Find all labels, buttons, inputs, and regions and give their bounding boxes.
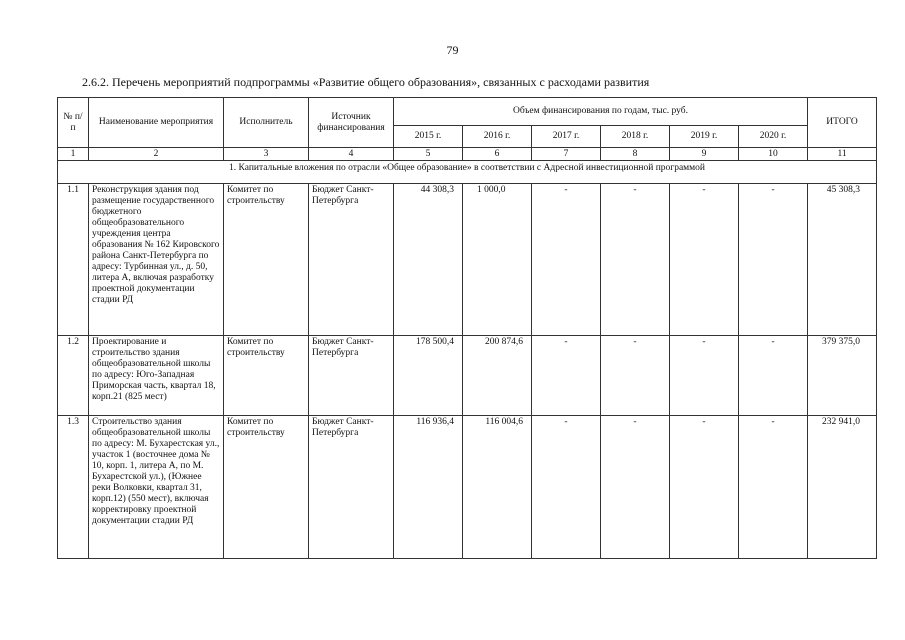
- column-number: 4: [309, 148, 394, 161]
- section-title: 1. Капитальные вложения по отрасли «Общее образование» в соответствии с Адресной инвестиционной программой: [58, 161, 877, 184]
- header-num: № п/п: [58, 98, 89, 148]
- row-2015: 44 308,3: [394, 184, 463, 336]
- row-executor: Комитет по строительству: [224, 336, 309, 416]
- column-number: 7: [532, 148, 601, 161]
- row-2017: -: [532, 416, 601, 559]
- header-executor: Исполнитель: [224, 98, 309, 148]
- row-executor: Комитет по строительству: [224, 184, 309, 336]
- row-2018: -: [601, 416, 670, 559]
- table-row: [58, 336, 877, 416]
- section-heading: 2.6.2. Перечень мероприятий подпрограммы «Развитие общего образования», связанных с расходами развития: [82, 75, 650, 89]
- row-2019: -: [670, 184, 739, 336]
- row-total: 379 375,0: [808, 336, 877, 416]
- column-number: 10: [739, 148, 808, 161]
- header-total: ИТОГО: [808, 98, 877, 148]
- column-number: 2: [89, 148, 224, 161]
- row-2018: -: [601, 336, 670, 416]
- column-number: 3: [224, 148, 309, 161]
- header-year-2016: 2016 г.: [463, 126, 532, 148]
- header-year-2017: 2017 г.: [532, 126, 601, 148]
- row-total: 232 941,0: [808, 416, 877, 559]
- row-2017: -: [532, 336, 601, 416]
- column-number-row: [58, 148, 877, 161]
- header-year-2020: 2020 г.: [739, 126, 808, 148]
- row-2016: 200 874,6: [463, 336, 532, 416]
- header-year-2015: 2015 г.: [394, 126, 463, 148]
- row-2020: -: [739, 416, 808, 559]
- row-2019: -: [670, 416, 739, 559]
- row-2018: -: [601, 184, 670, 336]
- row-source: Бюджет Санкт-Петербурга: [309, 336, 394, 416]
- row-2017: -: [532, 184, 601, 336]
- row-2016: 1 000,0: [463, 184, 532, 336]
- header-year-2018: 2018 г.: [601, 126, 670, 148]
- financing-table: [57, 97, 877, 559]
- column-number: 8: [601, 148, 670, 161]
- row-num: 1.1: [58, 184, 89, 336]
- row-executor: Комитет по строительству: [224, 416, 309, 559]
- header-year-2019: 2019 г.: [670, 126, 739, 148]
- row-2015: 116 936,4: [394, 416, 463, 559]
- row-name: Проектирование и строительство здания общеобразовательной школы по адресу: Юго-Западная Приморская часть, квартал 18, корп.21 (825 мест): [89, 336, 224, 416]
- row-name: Реконструкция здания под размещение государственного бюджетного общеобразовательного учреждения центра образования № 162 Кировского района Санкт-Петербурга по адресу: Турбинная ул., д. 50, литера А, включая разработку проектной документации стадии РД: [89, 184, 224, 336]
- row-2020: -: [739, 184, 808, 336]
- column-number: 6: [463, 148, 532, 161]
- row-name: Строительство здания общеобразовательной школы по адресу: М. Бухарестская ул., участок 1 (восточнее дома № 10, корп. 1, литера А, по М. Бухарестской ул.), (Южнее реки Волковки, квартал 31, корп.12) (550 мест), включая корректировку проектной документации стадии РД: [89, 416, 224, 559]
- table-row: [58, 184, 877, 336]
- row-num: 1.2: [58, 336, 89, 416]
- header-source: Источник финансирования: [309, 98, 394, 148]
- row-2020: -: [739, 336, 808, 416]
- row-source: Бюджет Санкт-Петербурга: [309, 416, 394, 559]
- table-row: [58, 416, 877, 559]
- row-source: Бюджет Санкт-Петербурга: [309, 184, 394, 336]
- column-number: 1: [58, 148, 89, 161]
- column-number: 5: [394, 148, 463, 161]
- row-total: 45 308,3: [808, 184, 877, 336]
- header-volume: Объем финансирования по годам, тыс. руб.: [394, 98, 808, 126]
- row-2016: 116 004,6: [463, 416, 532, 559]
- header-name: Наименование мероприятия: [89, 98, 224, 148]
- column-number: 9: [670, 148, 739, 161]
- row-2019: -: [670, 336, 739, 416]
- row-2015: 178 500,4: [394, 336, 463, 416]
- column-number: 11: [808, 148, 877, 161]
- section-row: [58, 161, 877, 184]
- page-number: 79: [446, 43, 459, 57]
- row-num: 1.3: [58, 416, 89, 559]
